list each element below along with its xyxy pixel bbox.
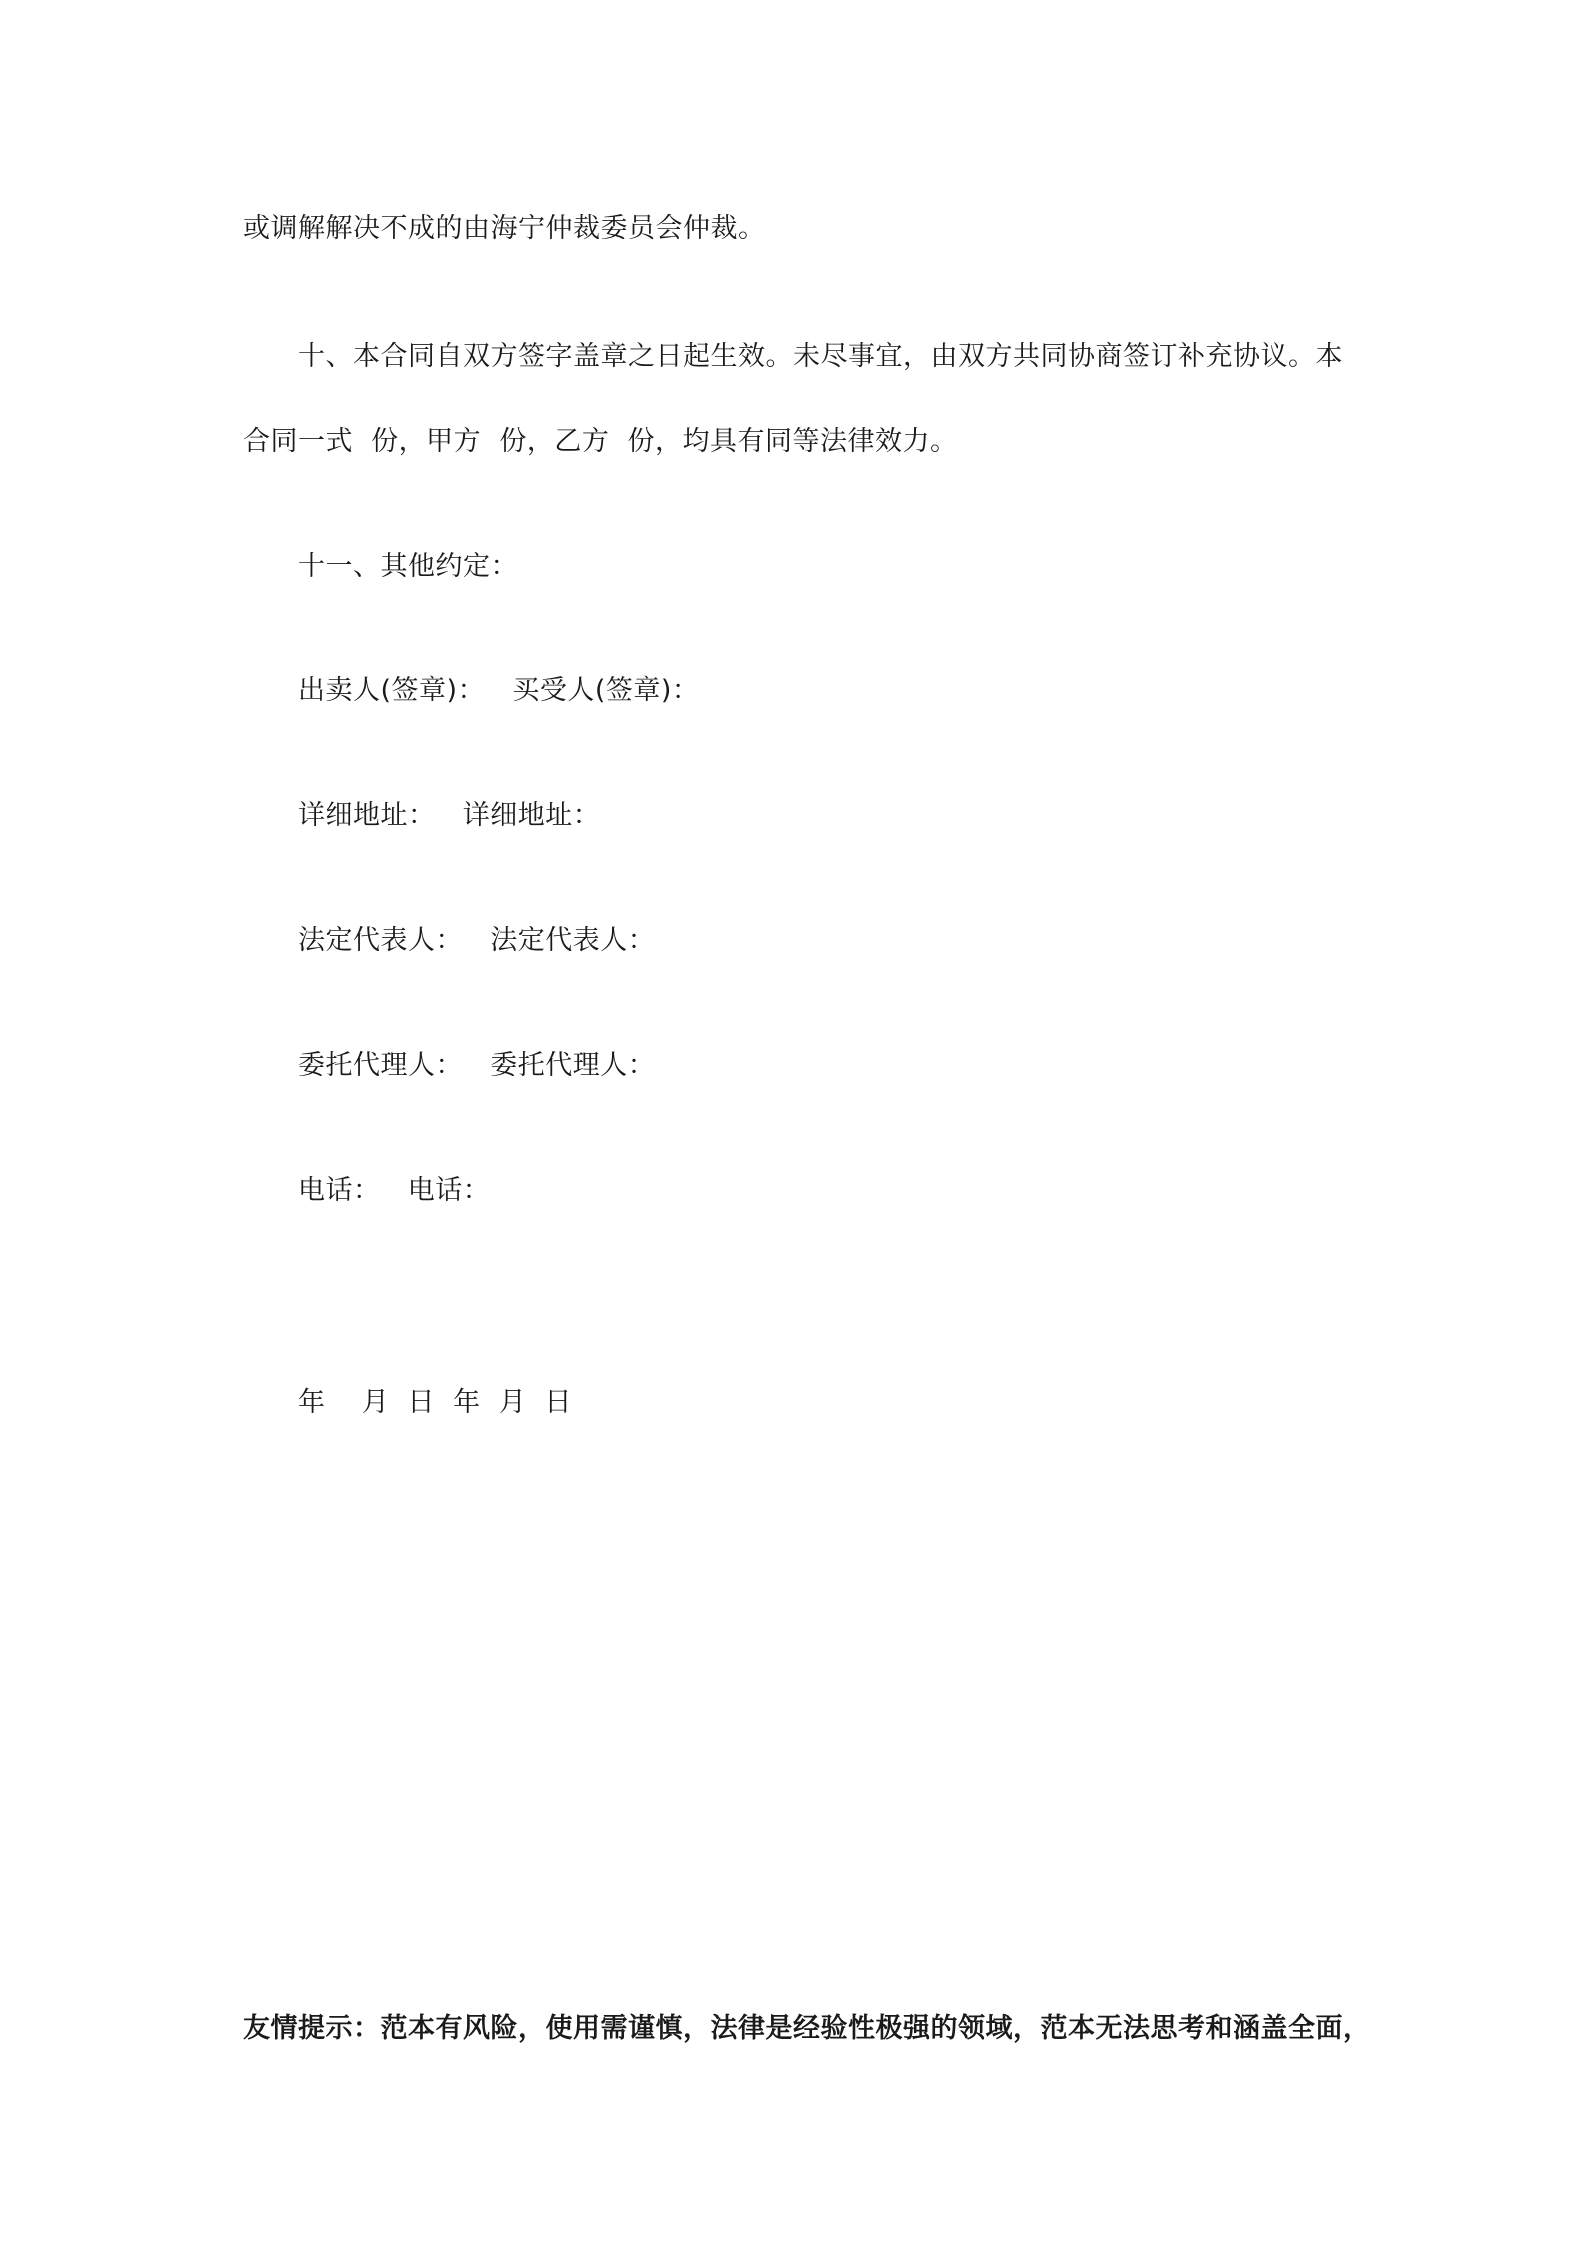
- clause-10-text-line-2: 合同一式 份，甲方 份，乙方 份，均具有同等法律效力。: [243, 426, 958, 457]
- friendly-tip-text: 友情提示：范本有风险，使用需谨慎，法律是经验性极强的领域，范本无法思考和涵盖全面，: [243, 2013, 1371, 2044]
- clause-9-tail-text: 或调解解决不成的由海宁仲裁委员会仲裁。: [243, 213, 766, 244]
- clause-10-text-line-1: 十、本合同自双方签字盖章之日起生效。未尽事宜，由双方共同协商签订补充协议。本: [298, 341, 1343, 372]
- signature-phone-line: 电话： 电话：: [298, 1175, 491, 1206]
- clause-11-heading: 十一、其他约定：: [298, 551, 518, 582]
- signature-date-line: 年 月 日 年 月 日: [298, 1387, 572, 1418]
- signature-agent-line: 委托代理人： 委托代理人：: [298, 1050, 656, 1081]
- signature-address-line: 详细地址： 详细地址：: [298, 800, 601, 831]
- signature-seller-buyer-line: 出卖人(签章)： 买受人(签章)：: [298, 675, 700, 706]
- signature-legal-rep-line: 法定代表人： 法定代表人：: [298, 925, 656, 956]
